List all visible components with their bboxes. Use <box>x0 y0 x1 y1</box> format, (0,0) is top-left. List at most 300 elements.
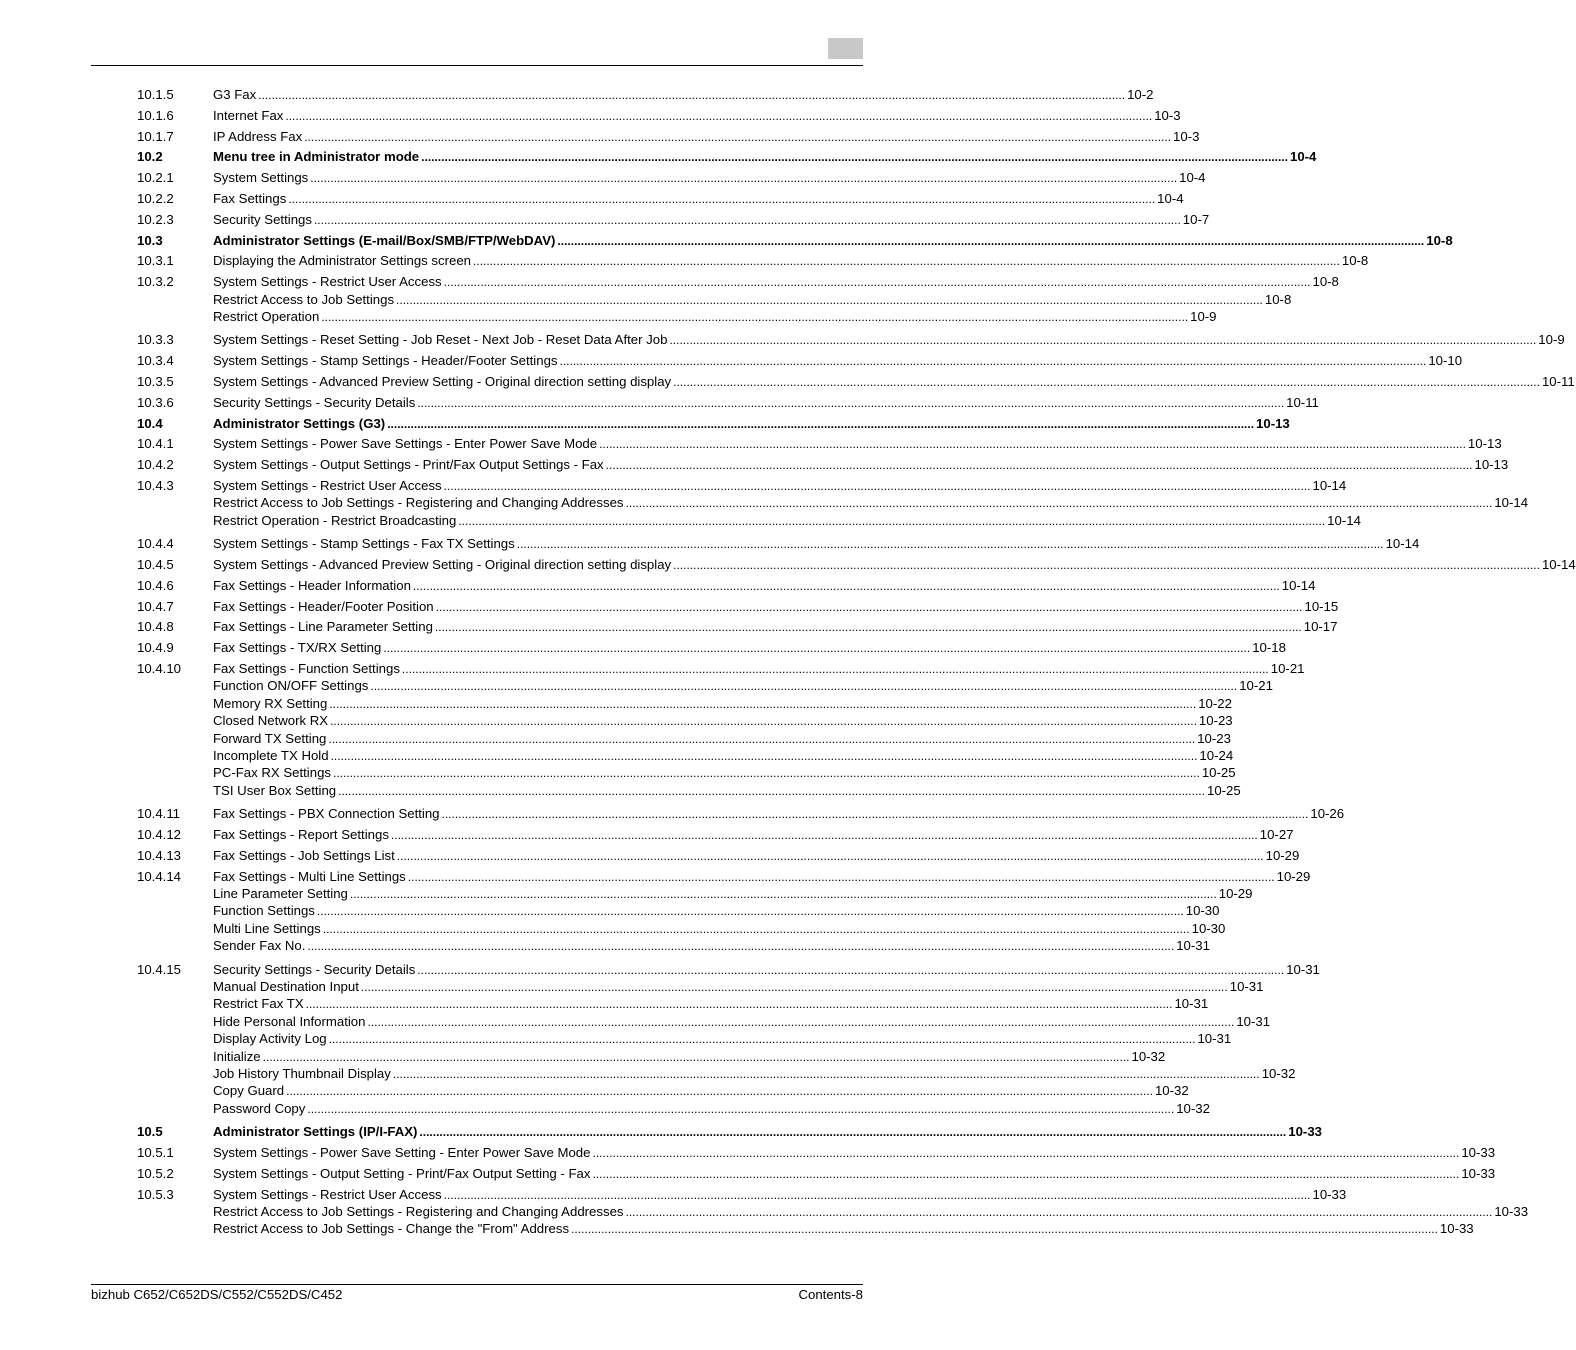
toc-line[interactable] <box>213 782 1241 800</box>
toc-line[interactable] <box>213 1186 1347 1204</box>
toc-line-title: Forward TX Setting <box>213 730 327 746</box>
toc-entry-number: 10.4.9 <box>137 640 174 656</box>
toc-entry[interactable] <box>137 639 1286 656</box>
dot-leader: .................................................................................................................................................................................................................................................................... <box>407 869 1275 884</box>
toc-line[interactable] <box>213 556 1576 574</box>
header-rule <box>91 65 863 66</box>
dot-leader: .................................................................................................................................................................................................................................................................... <box>360 979 1228 994</box>
toc-entry[interactable] <box>137 107 1181 124</box>
toc-line[interactable] <box>213 394 1319 412</box>
toc-entry-number: 10.3.2 <box>137 274 174 290</box>
toc-entry-number: 10.3.1 <box>137 253 174 269</box>
toc-line-page: 10-21 <box>1270 661 1305 676</box>
toc-line[interactable] <box>213 847 1300 865</box>
toc-entry-number: 10.2.2 <box>137 191 174 206</box>
toc-line-page: 10-4 <box>1157 191 1184 206</box>
dot-leader: .................................................................................................................................................................................................................................................................... <box>571 1222 1438 1237</box>
toc-line[interactable] <box>213 1203 1529 1221</box>
toc-line[interactable] <box>213 308 1217 326</box>
toc-entry-number: 10.4.7 <box>137 598 174 614</box>
toc-line-page: 10-25 <box>1206 782 1241 798</box>
toc-line[interactable] <box>213 331 1565 349</box>
toc-line-page: 10-22 <box>1198 695 1232 711</box>
toc-line-page: 10-25 <box>1201 765 1236 781</box>
toc-entry-number: 10.4.15 <box>137 961 181 977</box>
dot-leader: .................................................................................................................................................................................................................................................................... <box>673 375 1540 389</box>
dot-leader: .................................................................................................................................................................................................................................................................... <box>419 1125 1287 1140</box>
toc-line-page: 10-24 <box>1199 748 1234 763</box>
toc-line[interactable] <box>213 232 1453 250</box>
dot-leader: .................................................................................................................................................................................................................................................................... <box>443 479 1311 493</box>
toc-line-title: Restrict Operation <box>213 308 320 324</box>
toc-line[interactable] <box>213 512 1361 530</box>
toc-line-page: 10-4 <box>1179 170 1206 186</box>
dot-leader: .................................................................................................................................................................................................................................................................... <box>592 1146 1460 1160</box>
toc-line[interactable] <box>213 978 1264 996</box>
toc-line[interactable] <box>213 868 1311 886</box>
dot-leader: .................................................................................................................................................................................................................................................................... <box>258 88 1126 102</box>
toc-line[interactable] <box>213 920 1226 938</box>
toc-line-title: System Settings - Stamp Settings - Header/Footer Settings <box>213 353 558 369</box>
dot-leader: .................................................................................................................................................................................................................................................................... <box>673 558 1540 572</box>
toc-line-title: System Settings - Stamp Settings - Fax TX Settings <box>213 536 515 552</box>
toc-entry-number: 10.4.5 <box>137 557 174 572</box>
toc-line[interactable] <box>213 169 1206 187</box>
toc-entry[interactable] <box>137 252 1369 269</box>
toc-entry[interactable] <box>137 190 1184 207</box>
toc-entry-number: 10.1.6 <box>137 107 174 123</box>
toc-line[interactable] <box>213 1100 1210 1118</box>
toc-entry[interactable] <box>137 660 1305 799</box>
dot-leader: .................................................................................................................................................................................................................................................................... <box>435 599 1303 614</box>
toc-line-page: 10-23 <box>1197 730 1231 746</box>
toc-line-title: Function ON/OFF Settings <box>213 678 369 694</box>
toc-line-title: System Settings - Reset Setting - Job Reset - Next Job - Reset Data After Job <box>213 332 668 348</box>
dot-leader: .................................................................................................................................................................................................................................................................... <box>370 679 1238 694</box>
dot-leader: .................................................................................................................................................................................................................................................................... <box>421 150 1288 165</box>
dot-leader: .................................................................................................................................................................................................................................................................... <box>338 783 1205 798</box>
toc-line[interactable] <box>213 1048 1166 1066</box>
toc-line[interactable] <box>213 273 1339 291</box>
toc-line-title: Security Settings <box>213 211 312 227</box>
toc-line-page: 10-31 <box>1229 978 1264 994</box>
toc-line-page: 10-8 <box>1341 253 1369 269</box>
toc-line[interactable] <box>213 1065 1296 1083</box>
toc-line-title: Fax Settings - Function Settings <box>213 661 400 676</box>
toc-line-page: 10-3 <box>1173 128 1200 144</box>
toc-line[interactable] <box>213 660 1305 678</box>
chapter-tab-marker <box>828 38 863 59</box>
toc-entry[interactable] <box>137 128 1200 145</box>
toc-line-page: 10-18 <box>1252 640 1286 656</box>
toc-line-page: 10-8 <box>1426 232 1453 248</box>
toc-line-title: Restrict Access to Job Settings <box>213 291 395 307</box>
dot-leader: .................................................................................................................................................................................................................................................................... <box>286 1084 1153 1099</box>
toc-line-page: 10-17 <box>1303 619 1338 635</box>
toc-entry-number: 10.4.13 <box>137 847 181 863</box>
toc-entry-number: 10.2.1 <box>137 170 174 186</box>
dot-leader: .................................................................................................................................................................................................................................................................... <box>313 212 1181 227</box>
toc-entry-number: 10.4.6 <box>137 577 174 593</box>
toc-line[interactable] <box>213 1144 1496 1162</box>
dot-leader: .................................................................................................................................................................................................................................................................... <box>599 437 1466 452</box>
toc-line[interactable] <box>213 885 1253 903</box>
toc-entry-number: 10.4 <box>137 415 163 431</box>
toc-line[interactable] <box>213 937 1210 955</box>
toc-line-page: 10-21 <box>1239 678 1273 694</box>
toc-line-page: 10-11 <box>1286 394 1319 410</box>
toc-line[interactable] <box>213 415 1290 433</box>
toc-line-title: System Settings - Restrict User Access <box>213 274 442 290</box>
toc-line-title: TSI User Box Setting <box>213 782 337 798</box>
toc-line-page: 10-32 <box>1176 1100 1210 1116</box>
toc-line-page: 10-14 <box>1281 577 1316 593</box>
toc-line[interactable] <box>213 477 1347 495</box>
toc-line-title: System Settings - Power Save Setting - Enter Power Save Mode <box>213 1145 591 1160</box>
toc-line-title: Fax Settings - PBX Connection Setting <box>213 806 440 822</box>
toc-line-page: 10-32 <box>1261 1065 1296 1081</box>
dot-leader: .................................................................................................................................................................................................................................................................... <box>387 416 1255 431</box>
toc-line[interactable] <box>213 902 1220 920</box>
toc-entry-number: 10.4.2 <box>137 457 174 473</box>
toc-line-title: Fax Settings - Multi Line Settings <box>213 868 406 884</box>
toc-line-page: 10-13 <box>1256 415 1290 431</box>
toc-line[interactable] <box>213 252 1369 270</box>
toc-line-page: 10-8 <box>1312 274 1339 290</box>
toc-line-title: Line Parameter Setting <box>213 885 348 901</box>
toc-line-page: 10-2 <box>1127 87 1154 102</box>
dot-leader: .................................................................................................................................................................................................................................................................... <box>328 1032 1196 1047</box>
toc-line-page: 10-15 <box>1304 598 1339 614</box>
toc-line-page: 10-13 <box>1467 436 1502 452</box>
dot-leader: .................................................................................................................................................................................................................................................................... <box>304 129 1172 144</box>
toc-line-title: Administrator Settings (IP/I-FAX) <box>213 1124 418 1140</box>
dot-leader: .................................................................................................................................................................................................................................................................... <box>330 714 1197 729</box>
toc-line-title: IP Address Fax <box>213 128 303 144</box>
dot-leader: .................................................................................................................................................................................................................................................................... <box>396 292 1263 307</box>
toc-entry-number: 10.4.3 <box>137 478 174 493</box>
dot-leader: .................................................................................................................................................................................................................................................................... <box>307 1101 1175 1116</box>
toc-line-title: System Settings - Restrict User Access <box>213 478 442 493</box>
toc-entry[interactable] <box>137 394 1319 411</box>
toc-line-page: 10-13 <box>1474 457 1509 473</box>
toc-line-page: 10-33 <box>1312 1186 1347 1202</box>
toc-line-title: Menu tree in Administrator mode <box>213 149 420 165</box>
dot-leader: .................................................................................................................................................................................................................................................................... <box>307 939 1175 954</box>
footer-page-number: Contents-8 <box>798 1287 863 1302</box>
toc-entry-number: 10.3.5 <box>137 374 174 389</box>
toc-line[interactable] <box>213 1013 1271 1031</box>
dot-leader: .................................................................................................................................................................................................................................................................... <box>310 171 1178 186</box>
toc-line[interactable] <box>213 435 1502 453</box>
toc-line-title: Fax Settings - Job Settings List <box>213 847 395 863</box>
dot-leader: .................................................................................................................................................................................................................................................................... <box>392 1066 1260 1081</box>
toc-entry-number: 10.4.12 <box>137 827 181 842</box>
dot-leader: .................................................................................................................................................................................................................................................................... <box>285 108 1153 123</box>
toc-line-page: 10-33 <box>1461 1165 1496 1181</box>
toc-line-page: 10-14 <box>1494 495 1529 511</box>
dot-leader: .................................................................................................................................................................................................................................................................... <box>443 275 1311 290</box>
toc-line[interactable] <box>213 211 1210 229</box>
toc-entry-number: 10.5.1 <box>137 1145 174 1160</box>
dot-leader: .................................................................................................................................................................................................................................................................... <box>473 254 1340 269</box>
toc-line-page: 10-29 <box>1218 885 1253 901</box>
toc-line[interactable] <box>213 107 1181 125</box>
dot-leader: .................................................................................................................................................................................................................................................................... <box>417 395 1285 410</box>
toc-entry-number: 10.3.6 <box>137 394 174 410</box>
toc-entry-number: 10.2 <box>137 149 163 165</box>
toc-line-title: Displaying the Administrator Settings screen <box>213 253 472 269</box>
toc-line[interactable] <box>213 494 1529 512</box>
toc-line[interactable] <box>213 764 1236 782</box>
toc-line[interactable] <box>213 1220 1474 1238</box>
toc-line-page: 10-4 <box>1289 149 1317 165</box>
toc-line-page: 10-23 <box>1198 713 1233 729</box>
dot-leader: .................................................................................................................................................................................................................................................................... <box>434 620 1302 635</box>
toc-entry[interactable] <box>137 1165 1496 1182</box>
toc-entry-number: 10.3.3 <box>137 332 174 348</box>
toc-line-page: 10-33 <box>1461 1145 1496 1160</box>
toc-line-page: 10-33 <box>1288 1124 1322 1140</box>
toc-line[interactable] <box>213 190 1184 208</box>
toc-line-title: Fax Settings - TX/RX Setting <box>213 640 382 656</box>
dot-leader: .................................................................................................................................................................................................................................................................... <box>559 354 1427 369</box>
toc-line-title: Hide Personal Information <box>213 1013 366 1029</box>
toc-entry[interactable] <box>137 1144 1496 1161</box>
toc-line[interactable] <box>213 730 1231 748</box>
toc-line-page: 10-9 <box>1190 308 1217 324</box>
toc-line-title: Fax Settings - Header/Footer Position <box>213 598 434 614</box>
toc-entry[interactable] <box>137 805 1345 822</box>
toc-entry[interactable] <box>137 169 1206 186</box>
toc-entry[interactable] <box>137 618 1338 635</box>
toc-entry-number: 10.4.11 <box>137 806 181 822</box>
toc-line-title: Initialize <box>213 1048 261 1064</box>
toc-entry[interactable] <box>137 232 1453 249</box>
toc-line-title: PC-Fax RX Settings <box>213 765 331 781</box>
toc-line-title: System Settings - Output Settings - Print/Fax Output Settings - Fax <box>213 457 604 473</box>
toc-entry-number: 10.3.4 <box>137 353 174 369</box>
toc-line-title: Memory RX Setting <box>213 695 328 711</box>
toc-line-page: 10-33 <box>1494 1203 1529 1219</box>
toc-entry[interactable] <box>137 556 1576 573</box>
toc-entry[interactable] <box>137 456 1509 473</box>
toc-line[interactable] <box>213 1082 1189 1100</box>
dot-leader: .................................................................................................................................................................................................................................................................... <box>262 1049 1130 1064</box>
toc-line-page: 10-3 <box>1154 107 1181 123</box>
toc-entry[interactable] <box>137 535 1420 552</box>
toc-line[interactable] <box>213 456 1509 474</box>
toc-line-page: 10-14 <box>1312 478 1347 493</box>
toc-entry[interactable] <box>137 577 1316 594</box>
toc-entry-number: 10.1.5 <box>137 87 174 102</box>
toc-entry-number: 10.5.2 <box>137 1165 174 1181</box>
toc-line-title: Password Copy <box>213 1100 306 1116</box>
toc-line-title: Fax Settings - Line Parameter Setting <box>213 619 433 635</box>
toc-line[interactable] <box>213 577 1316 595</box>
toc-line[interactable] <box>213 86 1154 104</box>
toc-entry-number: 10.3 <box>137 232 163 248</box>
toc-line[interactable] <box>213 995 1209 1013</box>
dot-leader: .................................................................................................................................................................................................................................................................... <box>330 749 1198 763</box>
dot-leader: .................................................................................................................................................................................................................................................................... <box>625 496 1493 511</box>
toc-line-title: System Settings - Restrict User Access <box>213 1186 442 1202</box>
toc-line-page: 10-10 <box>1428 353 1463 369</box>
toc-line[interactable] <box>213 148 1317 166</box>
toc-line-page: 10-27 <box>1259 827 1294 842</box>
dot-leader: .................................................................................................................................................................................................................................................................... <box>328 731 1196 746</box>
dot-leader: .................................................................................................................................................................................................................................................................... <box>412 578 1280 593</box>
toc-line-title: Internet Fax <box>213 107 284 123</box>
toc-line[interactable] <box>213 128 1200 146</box>
toc-line-title: Restrict Access to Job Settings - Registering and Changing Addresses <box>213 495 624 511</box>
toc-entry[interactable] <box>137 86 1154 103</box>
dot-leader: .................................................................................................................................................................................................................................................................... <box>592 1166 1460 1181</box>
toc-line-title: Function Settings <box>213 903 315 919</box>
toc-line[interactable] <box>213 598 1339 616</box>
toc-line-page: 10-31 <box>1236 1013 1271 1029</box>
toc-line[interactable] <box>213 712 1233 730</box>
toc-line-title: Fax Settings - Report Settings <box>213 827 389 842</box>
toc-entry-number: 10.5 <box>137 1124 163 1140</box>
dot-leader: .................................................................................................................................................................................................................................................................... <box>516 537 1384 552</box>
toc-line-title: Security Settings - Security Details <box>213 961 416 977</box>
toc-line[interactable] <box>213 352 1463 370</box>
toc-entry-number: 10.4.10 <box>137 661 181 676</box>
toc-line-title: System Settings <box>213 170 309 186</box>
toc-line[interactable] <box>213 961 1320 979</box>
toc-line-title: Job History Thumbnail Display <box>213 1065 391 1081</box>
toc-line-title: G3 Fax <box>213 87 257 102</box>
toc-entry[interactable] <box>137 847 1300 864</box>
toc-entry[interactable] <box>137 435 1502 452</box>
toc-line[interactable] <box>213 826 1294 844</box>
dot-leader: .................................................................................................................................................................................................................................................................... <box>329 696 1197 711</box>
toc-line-title: Administrator Settings (E-mail/Box/SMB/FTP/WebDAV) <box>213 232 556 248</box>
toc-line[interactable] <box>213 535 1420 553</box>
toc-line-page: 10-8 <box>1264 291 1292 307</box>
toc-line-page: 10-31 <box>1286 961 1320 977</box>
toc-line[interactable] <box>213 639 1286 657</box>
toc-entry[interactable] <box>137 273 1339 325</box>
toc-entry[interactable] <box>137 826 1294 843</box>
dot-leader: .................................................................................................................................................................................................................................................................... <box>669 333 1537 348</box>
toc-line[interactable] <box>213 805 1345 823</box>
dot-leader: .................................................................................................................................................................................................................................................................... <box>625 1204 1493 1219</box>
toc-line-page: 10-31 <box>1176 938 1210 954</box>
toc-entry-number: 10.4.4 <box>137 536 174 552</box>
toc-line-title: Fax Settings - Header Information <box>213 577 411 593</box>
dot-leader: .................................................................................................................................................................................................................................................................... <box>443 1187 1311 1202</box>
toc-line-title: Administrator Settings (G3) <box>213 415 386 431</box>
toc-line-page: 10-30 <box>1185 903 1220 919</box>
toc-line-title: System Settings - Advanced Preview Setting - Original direction setting display <box>213 374 672 389</box>
dot-leader: .................................................................................................................................................................................................................................................................... <box>333 766 1200 781</box>
toc-line-title: Restrict Operation - Restrict Broadcasting <box>213 512 457 528</box>
dot-leader: .................................................................................................................................................................................................................................................................... <box>349 886 1217 901</box>
toc-line-title: Closed Network RX <box>213 713 329 729</box>
toc-line-page: 10-29 <box>1265 847 1300 863</box>
dot-leader: .................................................................................................................................................................................................................................................................... <box>383 641 1251 656</box>
toc-line-title: System Settings - Output Setting - Print/Fax Output Setting - Fax <box>213 1165 591 1181</box>
toc-line-page: 10-14 <box>1541 557 1576 572</box>
toc-line-title: Restrict Access to Job Settings - Registering and Changing Addresses <box>213 1203 624 1219</box>
toc-line-page: 10-14 <box>1327 512 1361 528</box>
toc-line[interactable] <box>213 677 1273 695</box>
dot-leader: .................................................................................................................................................................................................................................................................... <box>605 458 1473 473</box>
toc-line-page: 10-32 <box>1131 1048 1166 1064</box>
toc-line-title: System Settings - Advanced Preview Setting - Original direction setting display <box>213 557 672 572</box>
toc-line-page: 10-7 <box>1182 211 1210 227</box>
toc-entry[interactable] <box>137 1186 1529 1238</box>
toc-line-page: 10-31 <box>1174 996 1209 1012</box>
toc-line[interactable] <box>213 373 1575 391</box>
toc-entry[interactable] <box>137 868 1311 955</box>
toc-entry[interactable] <box>137 961 1320 1118</box>
toc-line-page: 10-11 <box>1541 374 1575 389</box>
toc-line-page: 10-29 <box>1276 868 1311 884</box>
footer-product-name: bizhub C652/C652DS/C552/C552DS/C452 <box>91 1287 343 1302</box>
toc-line-title: Display Activity Log <box>213 1031 327 1047</box>
toc-line[interactable] <box>213 1123 1322 1141</box>
toc-entry[interactable] <box>137 211 1210 228</box>
toc-line[interactable] <box>213 618 1338 636</box>
footer-rule <box>91 1284 863 1285</box>
toc-entry[interactable] <box>137 352 1463 369</box>
toc-line-page: 10-30 <box>1191 920 1226 936</box>
toc-line-title: System Settings - Power Save Settings - Enter Power Save Mode <box>213 436 598 452</box>
toc-line-page: 10-14 <box>1385 536 1420 552</box>
toc-line-title: Sender Fax No. <box>213 938 306 954</box>
dot-leader: .................................................................................................................................................................................................................................................................... <box>288 192 1156 206</box>
toc-entry-number: 10.4.14 <box>137 868 181 884</box>
toc-line-title: Incomplete TX Hold <box>213 748 329 763</box>
toc-entry-number: 10.2.3 <box>137 211 174 227</box>
dot-leader: .................................................................................................................................................................................................................................................................... <box>321 309 1189 324</box>
toc-entry-number: 10.4.1 <box>137 436 174 452</box>
toc-entry-number: 10.5.3 <box>137 1186 174 1202</box>
dot-leader: .................................................................................................................................................................................................................................................................... <box>367 1014 1235 1029</box>
dot-leader: .................................................................................................................................................................................................................................................................... <box>441 807 1309 822</box>
toc-line-title: Fax Settings <box>213 191 287 206</box>
dot-leader: .................................................................................................................................................................................................................................................................... <box>390 828 1258 842</box>
dot-leader: .................................................................................................................................................................................................................................................................... <box>417 962 1285 977</box>
toc-entry[interactable] <box>137 148 1317 165</box>
toc-line-title: Copy Guard <box>213 1083 285 1099</box>
toc-line[interactable] <box>213 747 1234 765</box>
toc-line[interactable] <box>213 1165 1496 1183</box>
toc-line-title: Multi Line Settings <box>213 920 321 936</box>
toc-line-title: Security Settings - Security Details <box>213 394 416 410</box>
toc-line-title: Restrict Access to Job Settings - Change the "From" Address <box>213 1221 570 1237</box>
toc-line[interactable] <box>213 1030 1232 1048</box>
toc-line[interactable] <box>213 291 1292 309</box>
toc-line-page: 10-32 <box>1154 1083 1189 1099</box>
toc-entry-number: 10.1.7 <box>137 128 174 144</box>
toc-entry[interactable] <box>137 415 1290 432</box>
toc-entry[interactable] <box>137 1123 1322 1140</box>
toc-entry[interactable] <box>137 477 1529 529</box>
toc-line-title: Restrict Fax TX <box>213 996 304 1012</box>
toc-entry[interactable] <box>137 331 1565 348</box>
toc-entry-number: 10.4.8 <box>137 619 174 635</box>
toc-line-page: 10-9 <box>1538 332 1565 348</box>
toc-line-title: Manual Destination Input <box>213 978 359 994</box>
dot-leader: .................................................................................................................................................................................................................................................................... <box>557 233 1425 248</box>
toc-entry[interactable] <box>137 598 1339 615</box>
toc-entry[interactable] <box>137 373 1575 390</box>
toc-line[interactable] <box>213 695 1232 713</box>
